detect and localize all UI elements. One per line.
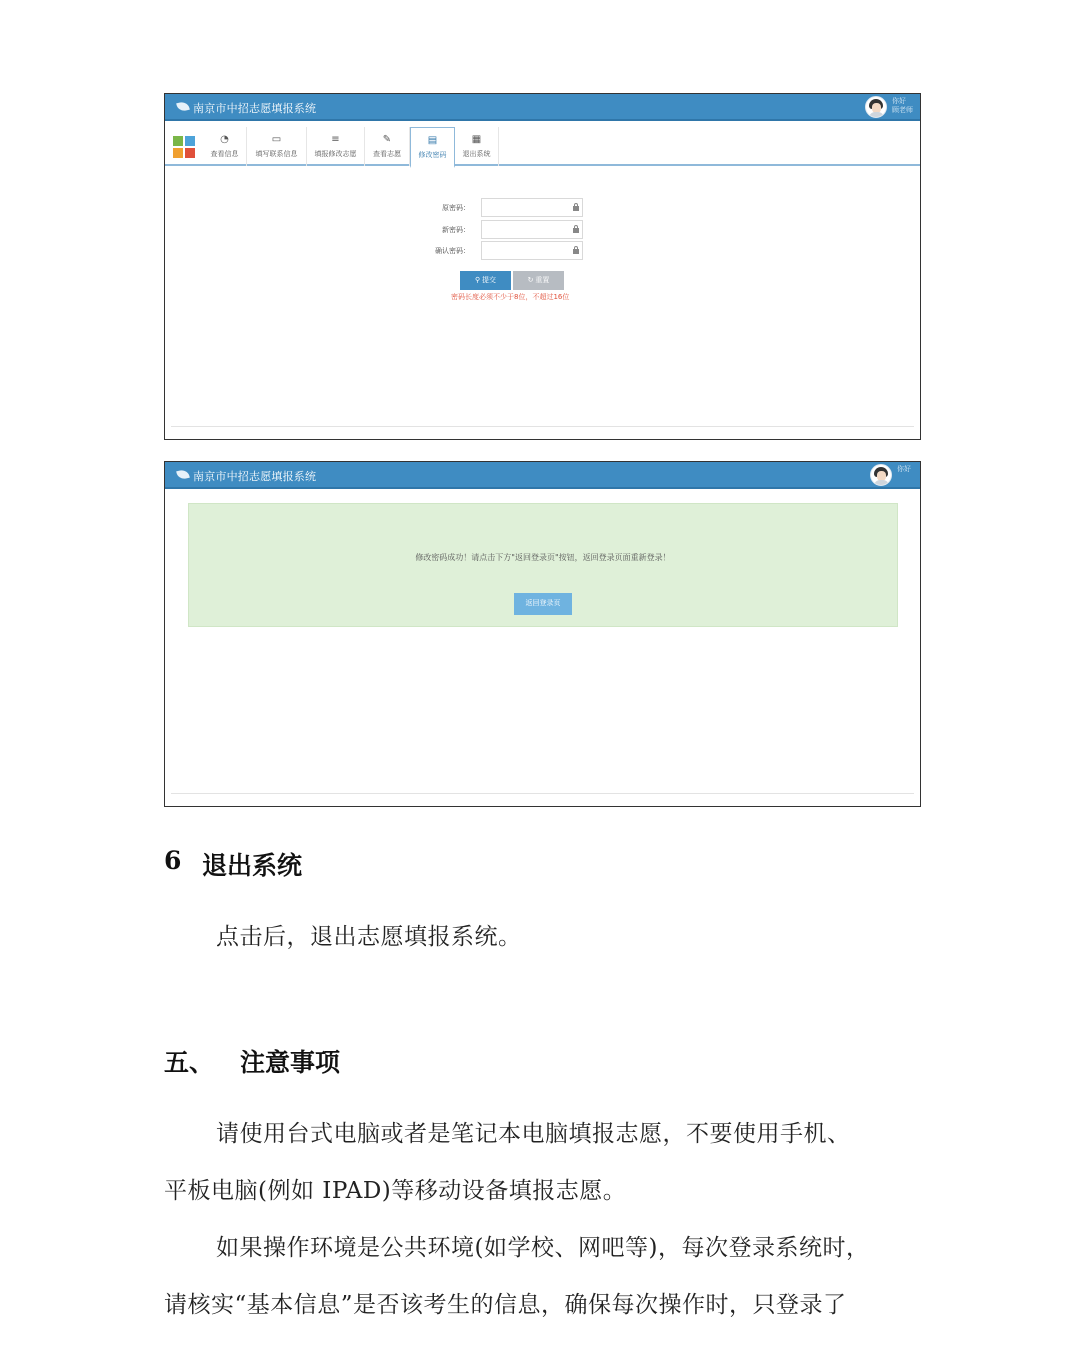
edit-icon: ✎: [382, 134, 392, 145]
leaf-logo-icon: [176, 101, 190, 112]
old-password-row: [165, 198, 920, 218]
lock-icon: [573, 225, 579, 233]
teacher-name: 顾老师: [892, 106, 913, 114]
notice-line-2: 平板电脑(例如 IPAD)等移动设备填报志愿。: [164, 1178, 627, 1204]
confirm-password-label: 确认密码：: [435, 247, 470, 255]
nav-tabs: [165, 127, 920, 166]
tiles-logo-icon: [173, 136, 195, 158]
password-success-screenshot: [164, 461, 921, 807]
app-header: [165, 462, 920, 489]
tab-view-info[interactable]: [203, 127, 247, 166]
section-6-title: 退出系统: [202, 851, 303, 880]
tab-label: 填报修改志愿: [314, 150, 357, 158]
confirm-password-input[interactable]: [481, 241, 583, 260]
tab-logout[interactable]: [455, 127, 499, 166]
back-to-login-button[interactable]: 返回登录页: [514, 593, 572, 615]
new-password-row: [165, 220, 920, 240]
tab-label: 查看信息: [210, 150, 239, 158]
leaf-logo-icon: [176, 469, 190, 480]
user-greeting: [897, 465, 911, 474]
confirm-password-row: [165, 241, 920, 261]
new-password-input[interactable]: [481, 220, 583, 239]
tab-edit-choices[interactable]: [307, 127, 365, 166]
new-password-label: 新密码：: [442, 226, 470, 234]
refresh-icon: ↻: [527, 277, 536, 284]
tab-label: 填写联系信息: [255, 150, 298, 158]
section-5-title: 注意事项: [240, 1048, 341, 1077]
footer-divider: [171, 426, 914, 427]
lock-icon: [573, 203, 579, 211]
tab-label: 查看志愿: [373, 150, 401, 158]
submit-label: 提交: [482, 277, 497, 284]
key-icon: ⚲: [474, 277, 483, 284]
password-hint: 密码长度必须不少于8位，不超过16位: [451, 293, 570, 301]
app-title: 南京市中招志愿填报系统: [193, 102, 317, 115]
tab-view-choices[interactable]: [365, 127, 410, 166]
dashboard-icon: ◔: [220, 134, 229, 145]
calendar-icon: ▦: [471, 134, 482, 145]
tab-change-password[interactable]: [410, 127, 455, 168]
section-5-number: 五、: [164, 1048, 215, 1077]
greeting-line: 你好: [897, 465, 911, 473]
tab-label: 退出系统: [462, 150, 491, 158]
success-alert: [188, 503, 898, 627]
submit-button[interactable]: [460, 271, 511, 290]
notice-line-1: 请使用台式电脑或者是笔记本电脑填报志愿，不要使用手机、: [216, 1121, 851, 1147]
notice-line-3: 如果操作环境是公共环境(如学校、网吧等)，每次登录系统时，: [216, 1235, 870, 1261]
notice-line-4: 请核实“基本信息”是否该考生的信息，确保每次操作时，只登录了: [164, 1292, 847, 1318]
user-greeting: [892, 97, 913, 115]
success-message: 修改密码成功！请点击下方"返回登录页"按钮，返回登录页面重新登录！: [415, 553, 671, 562]
change-password-screenshot: [164, 93, 921, 440]
monitor-icon: ▭: [271, 134, 282, 145]
card-icon: ▤: [427, 135, 438, 146]
user-avatar[interactable]: [865, 96, 887, 118]
user-avatar[interactable]: [870, 464, 892, 486]
tab-label: 修改密码: [418, 151, 447, 159]
reset-button[interactable]: [513, 271, 564, 290]
section-6-number: 6: [164, 846, 182, 875]
app-header: [165, 94, 920, 121]
section-6-text: 点击后，退出志愿填报系统。: [216, 924, 522, 950]
old-password-label: 原密码：: [442, 204, 470, 212]
list-icon: ≡: [331, 134, 340, 145]
tab-contact-info[interactable]: [247, 127, 307, 166]
lock-icon: [573, 246, 579, 254]
greeting-line: 你好: [892, 97, 906, 105]
app-title: 南京市中招志愿填报系统: [193, 470, 317, 483]
footer-divider: [171, 793, 914, 794]
old-password-input[interactable]: [481, 198, 583, 217]
reset-label: 重置: [535, 277, 550, 284]
